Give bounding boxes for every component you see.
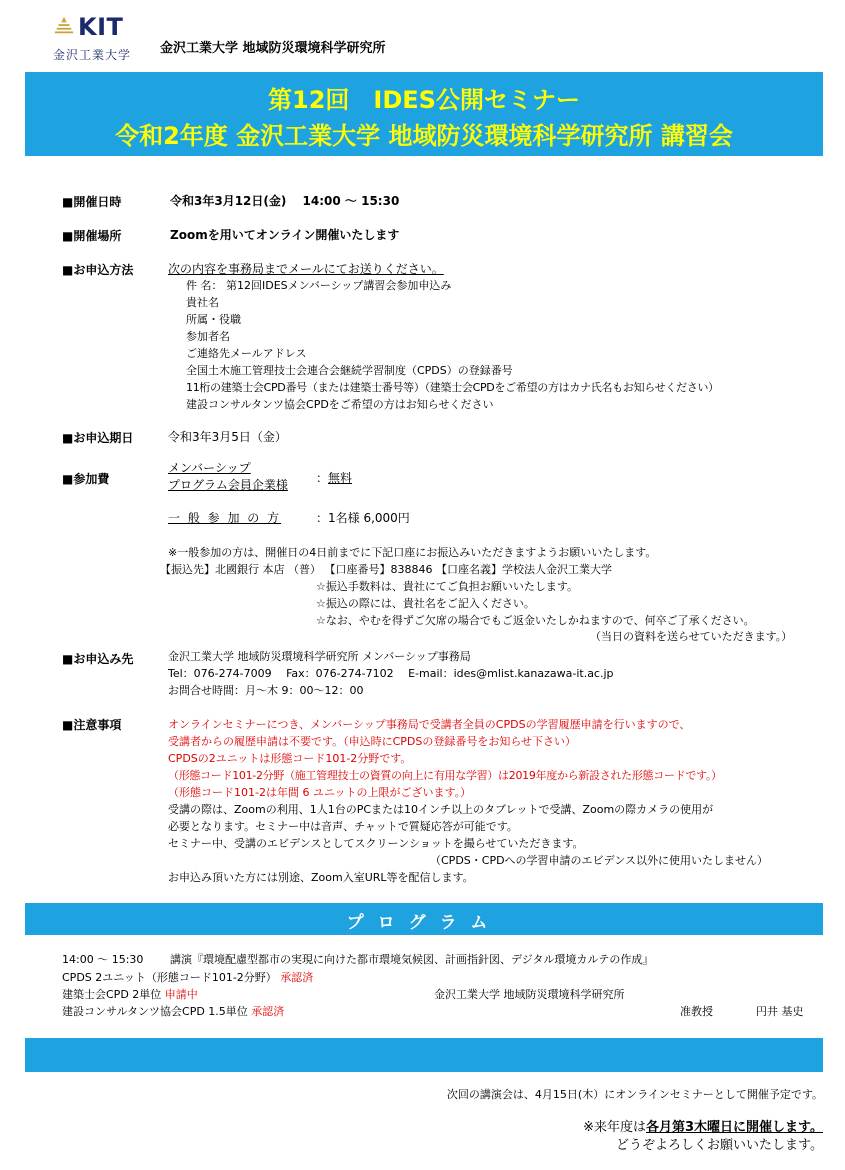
- date-label: ■開催日時: [62, 195, 122, 209]
- kit-emblem-icon: [54, 15, 74, 37]
- fee-general-price: ：1名様 6,000円: [316, 511, 410, 525]
- fee-note: （当日の資料を送らせていただきます。）: [590, 630, 793, 643]
- title-banner: [25, 72, 823, 156]
- program-consul: 建設コンサルタンツ協会CPD 1.5単位 承認済: [62, 1005, 285, 1018]
- consul-status: 承認済: [251, 1005, 285, 1018]
- kenchiku-status: 申請中: [164, 988, 198, 1001]
- notice-red-line: CPDSの2ユニットは形態コード101-2分野です。: [168, 752, 412, 765]
- apply-item: 参加者名: [186, 330, 230, 343]
- kit-logo: KIT: [78, 13, 124, 41]
- program-lecture: 講演『環境配慮型都市の実現に向けた都市環境気候図、計画指針図、デジタル環境カルテの作成』: [170, 953, 654, 966]
- fee-note: ☆なお、やむを得ずご欠席の場合でもご返金いたしかねますので、何卒ご了承ください。: [316, 614, 755, 627]
- seminar-title: 第12回 IDES公開セミナー: [268, 86, 580, 114]
- program-cpds: CPDS 2ユニット（形態コード101-2分野） 承認済: [62, 971, 314, 984]
- notice-line: 必要となります。セミナー中は音声、チャットで質疑応答が可能です。: [168, 820, 518, 833]
- speaker-name: 円井 基史: [756, 1005, 804, 1018]
- apply-item: 建設コンサルタンツ協会CPDをご希望の方はお知らせください: [186, 398, 494, 411]
- notice-red-line: （形態コード101-2は年間 6 ユニットの上限がございます。）: [168, 786, 472, 799]
- notice-label: ■注意事項: [62, 718, 122, 732]
- fee-bank: 【振込先】北國銀行 本店 （普） 【口座番号】838846 【口座名義】学校法人金沢工業大学: [160, 563, 612, 576]
- notice-last: お申込み頂いた方には別途、Zoom入室URL等を配信します。: [168, 871, 474, 884]
- thanks: どうぞよろしくお願いいたします。: [616, 1138, 823, 1153]
- apply-intro: 次の内容を事務局までメールにてお送りください。: [168, 262, 444, 276]
- program-time: 14:00 ～ 15:30: [62, 953, 144, 966]
- header-org: 金沢工業大学 地域防災環境科学研究所: [160, 41, 386, 56]
- place-value: Zoomを用いてオンライン開催いたします: [170, 228, 400, 242]
- bottom-banner: [25, 1038, 823, 1072]
- contact-label: ■お申込み先: [62, 652, 134, 666]
- deadline-label: ■お申込期日: [62, 431, 134, 445]
- contact-hours: お問合せ時間：月～木 9：00～12：00: [168, 684, 364, 697]
- program-banner: [25, 903, 823, 935]
- date-value: 令和3年3月12日(金) 14:00 ～ 15:30: [170, 194, 400, 208]
- fee-member-line1: メンバーシップ: [168, 461, 251, 475]
- apply-item: 11桁の建築士会CPD番号（または建築士番号等）（建築士会CPDをご希望の方はカナ氏名もお知らせください）: [186, 381, 719, 394]
- contact-tel: Tel：076-274-7009 Fax：076-274-7102 E-mail：ides@mlist.kanazawa-it.ac.jp: [168, 667, 614, 680]
- notice-red-line: オンラインセミナーにつき、メンバーシップ事務局で受講者全員のCPDSの学習履歴申請を行いますので、: [168, 718, 691, 731]
- program-title: プログラム: [346, 913, 502, 933]
- fee-note: ☆振込の際には、貴社名をご記入ください。: [316, 597, 535, 610]
- next-seminar: 次回の講演会は、4月15日(木）にオンラインセミナーとして開催予定です。: [446, 1088, 823, 1101]
- apply-item: 全国土木施工管理技士会連合会継続学習制度（CPDS）の登録番号: [186, 364, 513, 377]
- notice-red-line: 受講者からの履歴申請は不要です。（申込時にCPDSの登録番号をお知らせ下さい）: [168, 735, 577, 748]
- apply-label: ■お申込方法: [62, 263, 134, 277]
- fee-note: ☆振込手数料は、貴社にてご負担お願いいたします。: [316, 580, 578, 593]
- fee-member-line2: プログラム会員企業様: [168, 478, 288, 492]
- program-kenchiku: 建築士会CPD 2単位 申請中: [62, 988, 198, 1001]
- logo-subtitle: 金沢工業大学: [53, 48, 132, 62]
- apply-item: 件 名： 第12回IDESメンバーシップ講習会参加申込み: [186, 279, 452, 292]
- fee-label: ■参加費: [62, 472, 110, 486]
- apply-item: 所属・役職: [186, 313, 241, 326]
- fee-general-label: 一 般 参 加 の 方: [168, 511, 282, 525]
- next-year: ※来年度は各月第3木曜日に開催します。: [583, 1120, 823, 1135]
- notice-red-line: （形態コード101-2分野（施工管理技士の資質の向上に有用な学習）は2019年度から新設された形態コードです。）: [168, 769, 722, 782]
- notice-line: 受講の際は、Zoomの利用、1人1台のPCまたは10インチ以上のタブレットで受講、Zoomの際カメラの使用が: [168, 803, 714, 816]
- speaker-org: 金沢工業大学 地域防災環境科学研究所: [434, 988, 625, 1001]
- cpds-status: 承認済: [280, 971, 314, 984]
- fee-member-price: ：無料: [316, 471, 353, 485]
- apply-item: ご連絡先メールアドレス: [186, 347, 307, 360]
- deadline-value: 令和3年3月5日（金）: [168, 430, 287, 444]
- notice-right-note: （CPDS・CPDへの学習申請のエビデンス以外に使用いたしません）: [430, 854, 768, 867]
- contact-org: 金沢工業大学 地域防災環境科学研究所 メンバーシップ事務局: [168, 650, 471, 663]
- notice-line: セミナー中、受講のエビデンスとしてスクリーンショットを撮らせていただきます。: [168, 837, 584, 850]
- apply-item: 貴社名: [186, 296, 219, 309]
- fee-note: ※一般参加の方は、開催日の4日前までに下記口座にお振込みいただきますようお願いいたします。: [168, 546, 657, 559]
- seminar-subtitle: 令和2年度 金沢工業大学 地域防災環境科学研究所 講習会: [115, 122, 733, 150]
- speaker-title: 准教授: [680, 1005, 713, 1018]
- place-label: ■開催場所: [62, 229, 122, 243]
